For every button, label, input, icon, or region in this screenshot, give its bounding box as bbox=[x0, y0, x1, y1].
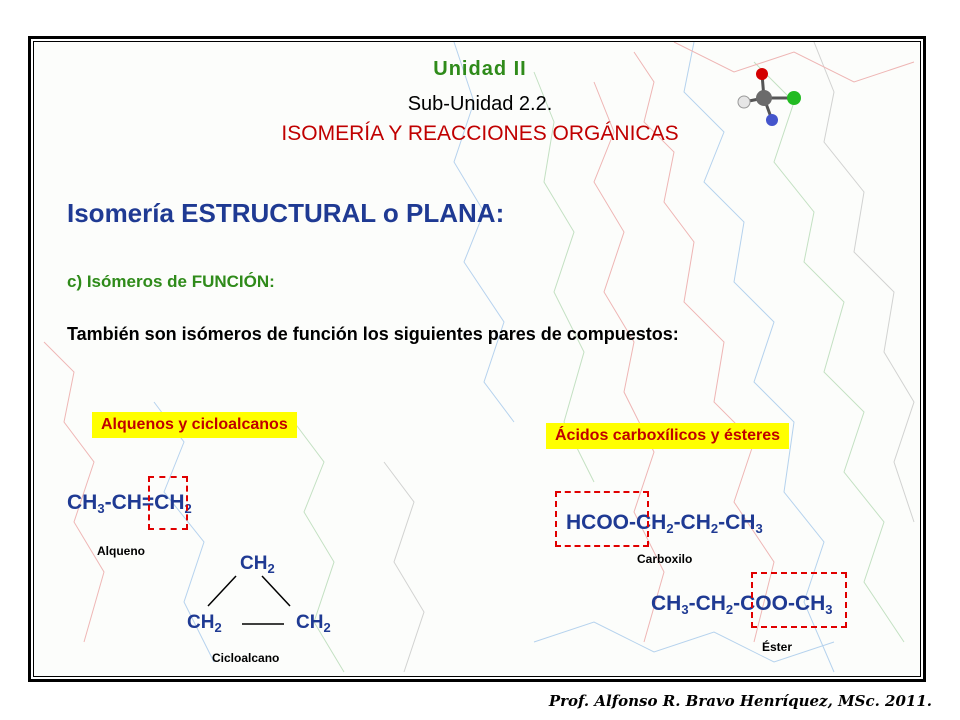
alkene-formula: $CH_3-CH=CH_2$ bbox=[67, 491, 192, 516]
cyclo-left-group: $CH_2$ bbox=[187, 612, 222, 635]
topic-title: ISOMERÍA Y REACCIONES ORGÁNICAS bbox=[281, 122, 679, 145]
author-footer: Prof. Alfonso R. Bravo Henríquez, MSc. 2011. bbox=[548, 692, 932, 710]
section-title: Isomería ESTRUCTURAL o PLANA: bbox=[67, 198, 505, 228]
section-subtitle: c) Isómeros de FUNCIÓN: bbox=[67, 272, 275, 291]
acid-functional-group-highlight bbox=[555, 491, 649, 547]
acid-caption: Carboxilo bbox=[637, 552, 693, 566]
molecule-model-icon bbox=[732, 64, 808, 130]
cyclo-right-group: $CH_2$ bbox=[296, 612, 331, 635]
ester-caption: Éster bbox=[762, 640, 793, 654]
ester-formula: $CH_3-CH_2-COO-CH_3$ bbox=[651, 592, 833, 617]
cycloalkane-caption: Cicloalcano bbox=[212, 651, 280, 665]
subunit-title: Sub-Unidad 2.2. bbox=[407, 93, 553, 115]
acid-formula: HCOO-$CH_2-CH_2-CH_3$ bbox=[566, 511, 763, 536]
ester-functional-group-highlight bbox=[751, 572, 847, 628]
badge-acids-esters: Ácidos carboxílicos y ésteres bbox=[546, 423, 789, 449]
badge-alkenes-cycloalkanes: Alquenos y cicloalcanos bbox=[92, 412, 297, 438]
section-intro: También son isómeros de función los siguientes pares de compuestos: bbox=[67, 324, 679, 344]
cyclo-bonds bbox=[190, 570, 310, 630]
alkene-caption: Alqueno bbox=[97, 544, 145, 558]
unit-title: Unidad II bbox=[433, 58, 527, 80]
alkene-functional-group-highlight bbox=[148, 476, 188, 530]
cyclo-top-group: $CH_2$ bbox=[240, 553, 275, 576]
